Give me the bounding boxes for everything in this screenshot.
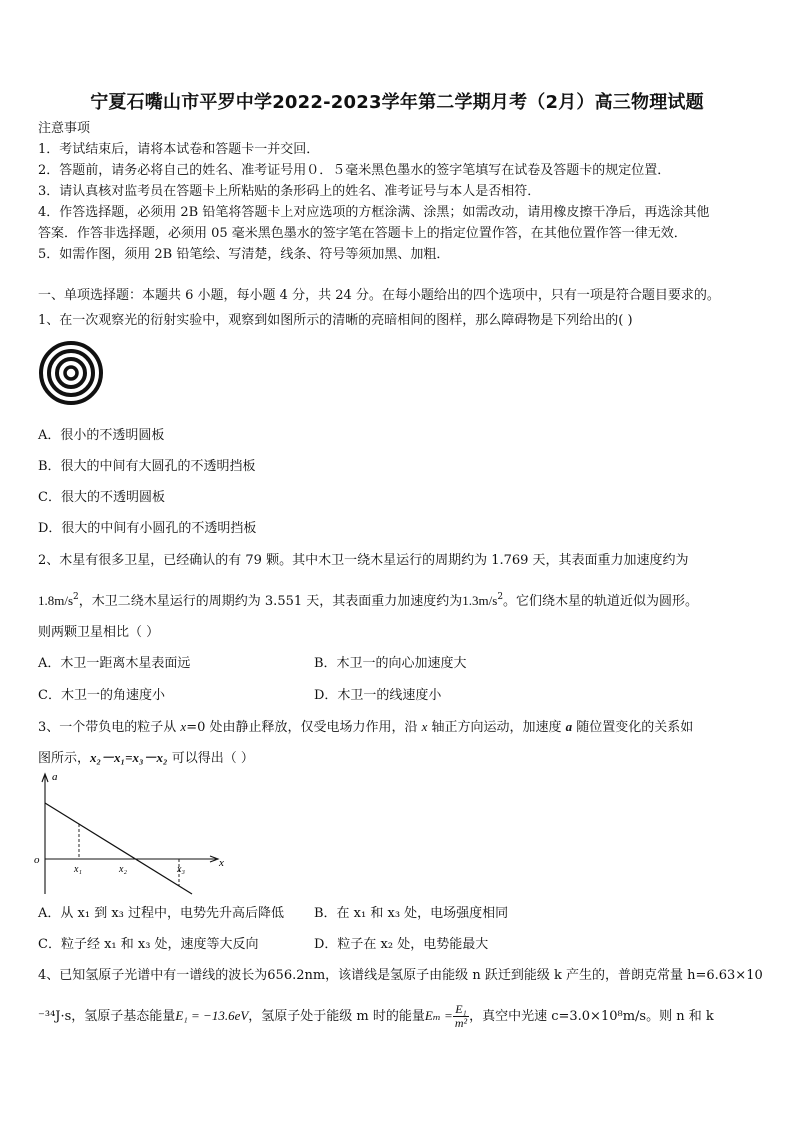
question-3-line-2 bbox=[38, 750, 254, 767]
question-2-option-b[interactable]: B．木卫一的向心加速度大 bbox=[314, 656, 467, 671]
axis-label-x: x bbox=[219, 857, 224, 869]
question-2-option-d[interactable]: D．木卫一的线速度小 bbox=[314, 688, 442, 703]
notice-item: 3．请认真核对监考员在答题卡上所粘贴的条形码上的姓名、准考证号与本人是否相符． bbox=[38, 184, 541, 199]
question-3-option-b[interactable]: B．在 x₁ 和 x₃ 处，电场强度相同 bbox=[314, 906, 509, 921]
tick-label-x1: x₁ bbox=[74, 864, 82, 875]
question-2-mid-text: ，木卫二绕木星运行的周期约为 3.551 天，其表面重力加速度约为 bbox=[78, 594, 463, 609]
question-1-option-d[interactable]: D．很大的中间有小圆孔的不透明挡板 bbox=[38, 521, 257, 536]
notice-item: 2．答题前，请务必将自己的姓名、准考证号用０．５毫米黑色墨水的签字笔填写在试卷及答题卡的规定位置． bbox=[38, 163, 671, 178]
axis-label-a: a bbox=[52, 771, 58, 783]
tick-label-x3: x₃ bbox=[177, 864, 185, 875]
tick-label-x2: x₂ bbox=[119, 864, 127, 875]
question-2-end-text: 。它们绕木星的轨道近似为圆形。 bbox=[503, 594, 699, 609]
question-1-option-a[interactable]: A．很小的不透明圆板 bbox=[38, 428, 165, 443]
page-title: 宁夏石嘴山市平罗中学2022-2023学年第二学期月考（2月）高三物理试题 bbox=[90, 92, 704, 113]
section-heading: 一、单项选择题：本题共 6 小题，每小题 4 分，共 24 分。在每小题给出的四个选项中，只有一项是符合题目要求的。 bbox=[38, 288, 720, 303]
question-1-option-c[interactable]: C．很大的不透明圆板 bbox=[38, 490, 165, 505]
q3-text: 可以得出（ ） bbox=[167, 751, 254, 766]
diffraction-rings-figure bbox=[38, 340, 104, 406]
notice-item: 答案．作答非选择题，必须用 05 毫米黑色墨水的签字笔在答题卡上的指定位置作答，在其他位置作答一律无效． bbox=[38, 226, 687, 241]
notice-heading: 注意事项 bbox=[38, 121, 91, 136]
q3-text: =0 处由静止释放，仅受电场力作用，沿 bbox=[186, 720, 422, 735]
question-4-line-2 bbox=[38, 1003, 714, 1030]
q3-text: 图所示， bbox=[38, 751, 91, 766]
origin-label: o bbox=[34, 854, 40, 866]
notice-item: 5．如需作图，须用 2B 铅笔绘、写清楚，线条、符号等须加黑、加粗． bbox=[38, 247, 450, 262]
q3-var-x: x bbox=[180, 719, 187, 734]
q3-text: 轴正方向运动，加速度 bbox=[427, 720, 566, 735]
question-2-line-1: 2、木星有很多卫星，已经确认的有 79 颗。其中木卫一绕木星运行的周期约为 1.769 天，其表面重力加速度约为 bbox=[38, 553, 689, 568]
question-2-line-3: 则两颗卫星相比（ ） bbox=[38, 625, 160, 640]
q3-equation: x₂－x₁=x₃－x₂ bbox=[90, 750, 168, 765]
question-4-line-1: 4、已知氢原子光谱中有一谱线的波长为656.2nm，该谱线是氢原子由能级 n 跃迁到能级 k 产生的，普朗克常量 h=6.63×10 bbox=[38, 968, 763, 983]
question-3-option-a[interactable]: A．从 x₁ 到 x₃ 过程中，电势先升高后降低 bbox=[38, 906, 285, 921]
fraction-numerator: E₁ bbox=[453, 1003, 469, 1017]
q4-text: ，真空中光速 c=3.0×10⁸m/s。则 n 和 k bbox=[469, 1009, 714, 1024]
q3-text: 随位置变化的关系如 bbox=[572, 720, 694, 735]
gravity-value-1: 1.8m/s bbox=[38, 593, 74, 608]
question-1-stem: 1、在一次观察光的衍射实验中，观察到如图所示的清晰的亮暗相间的图样，那么障碍物是下列给出的( ) bbox=[38, 313, 633, 328]
question-3-option-c[interactable]: C．粒子经 x₁ 和 x₃ 处，速度等大反向 bbox=[38, 937, 259, 952]
energy-fraction bbox=[453, 1003, 469, 1030]
ground-state-energy: E₁ = −13.6eV bbox=[175, 1008, 249, 1023]
question-2-line-2: $1.8m/s^2$，木卫二绕木星运行的周期约为 3.551 天，其表面重力加速度约为$1.3m/s^2$。它们绕木星的轨道近似为圆形。 bbox=[38, 592, 699, 609]
q3-text: 3、一个带负电的粒子从 bbox=[38, 720, 181, 735]
gravity-value-2: 1.3m/s bbox=[462, 593, 498, 608]
q3-var-a: a bbox=[565, 719, 573, 734]
question-3-line-1 bbox=[38, 719, 693, 736]
acceleration-position-graph bbox=[34, 770, 234, 898]
question-2-option-c[interactable]: C．木卫一的角速度小 bbox=[38, 688, 165, 703]
question-2-option-a[interactable]: A．木卫一距离木星表面远 bbox=[38, 656, 191, 671]
level-energy-label: Eₘ = bbox=[424, 1008, 453, 1023]
q3-var-x: x bbox=[421, 719, 428, 734]
q4-text: ⁻³⁴J·s，氢原子基态能量 bbox=[38, 1009, 176, 1024]
question-3-option-d[interactable]: D．粒子在 x₂ 处，电势能最大 bbox=[314, 937, 489, 952]
q4-text: ，氢原子处于能级 m 时的能量 bbox=[248, 1009, 425, 1024]
question-1-option-b[interactable]: B．很大的中间有大圆孔的不透明挡板 bbox=[38, 459, 256, 474]
notice-item: 1．考试结束后，请将本试卷和答题卡一并交回． bbox=[38, 142, 320, 157]
notice-item: 4．作答选择题，必须用 2B 铅笔将答题卡上对应选项的方框涂满、涂黑；如需改动，请用橡皮擦干净后，再选涂其他 bbox=[38, 205, 710, 220]
fraction-denominator: m² bbox=[454, 1016, 468, 1030]
